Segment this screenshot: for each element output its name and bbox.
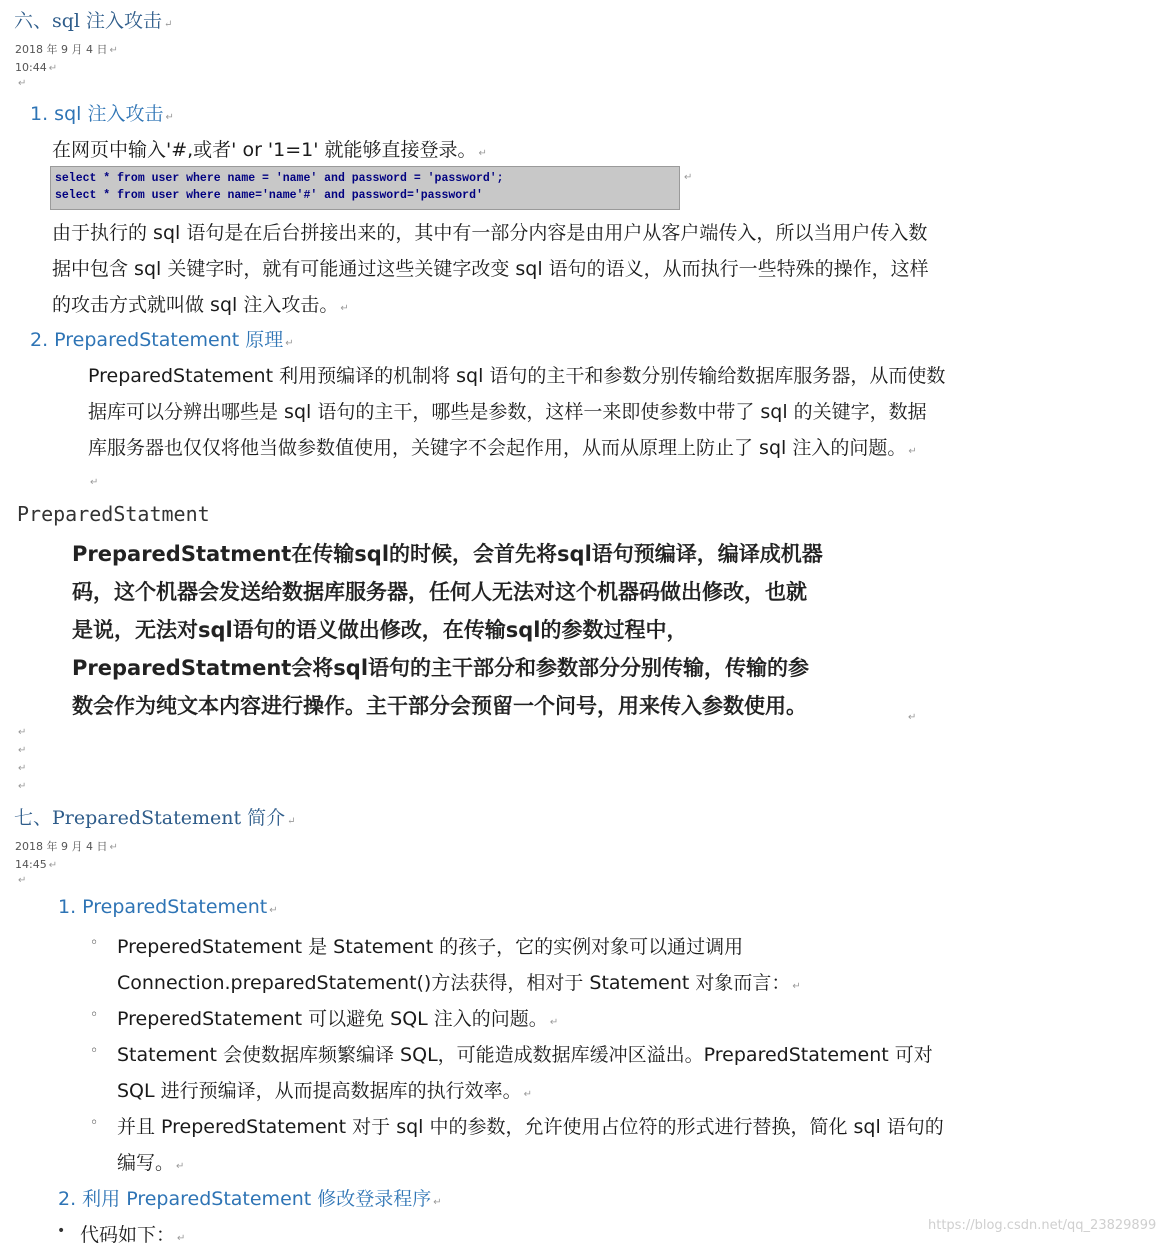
paragraph-mark: ↵: [18, 745, 27, 756]
item-2-para-line-3: 库服务器也仅仅将他当做参数值使用，关键字不会起作用，从而从原理上防止了 sql 注入的问题。 ↵: [88, 437, 917, 459]
statment-line-4: PreparedStatment会将sql语句的主干部分和参数部分分别传输，传输的参: [72, 656, 810, 680]
bullet-4-line-2: 编写。 ↵: [117, 1152, 185, 1174]
section-7-date: 2018 年 9 月 4 日 ↵: [15, 840, 118, 853]
code-line-1: select * from user where name = 'name' and password = 'password';: [55, 172, 504, 185]
paragraph-mark: ↵: [684, 172, 693, 183]
section-6-time: 10:44 ↵: [15, 61, 58, 74]
bullet-circle-icon: ◦: [90, 1115, 99, 1131]
paragraph-mark: ↵: [18, 78, 27, 89]
bullet-4-line-1: 并且 PreperedStatement 对于 sql 中的参数，允许使用占位符的形式进行替换，简化 sql 语句的: [117, 1116, 944, 1138]
statment-line-1: PreparedStatment在传输sql的时候，会首先将sql语句预编译，编译成机器: [72, 542, 823, 566]
paragraph-mark: ↵: [18, 875, 27, 886]
bullet-dot-icon: •: [57, 1223, 66, 1239]
paragraph-mark: ↵: [908, 712, 917, 723]
statment-line-2: 码，这个机器会发送给数据库服务器，任何人无法对这个机器码做出修改，也就: [72, 580, 807, 604]
sql-code-block: [50, 166, 680, 210]
paragraph-mark: ↵: [18, 781, 27, 792]
item-2-para-line-2: 据库可以分辨出哪些是 sql 语句的主干，哪些是参数，这样一来即使参数中带了 sql 的关键字，数据: [88, 401, 927, 423]
bullet-circle-icon: ◦: [90, 1007, 99, 1023]
bullet-circle-icon: ◦: [90, 1043, 99, 1059]
item-2-heading: 2. PreparedStatement 原理 ↵: [30, 329, 294, 351]
paragraph-mark: ↵: [164, 19, 173, 30]
bullet-3-line-2: SQL 进行预编译，从而提高数据库的执行效率。 ↵: [117, 1080, 533, 1102]
item-1-para-line-2: 据中包含 sql 关键字时，就有可能通过这些关键字改变 sql 语句的语义，从而执行一些特殊的操作，这样: [52, 258, 929, 280]
bullet-circle-icon: ◦: [90, 935, 99, 951]
item-1-para-line-1: 由于执行的 sql 语句是在后台拼接出来的，其中有一部分内容是由用户从客户端传入，所以当用户传入数: [52, 222, 928, 244]
section-6-date: 2018 年 9 月 4 日 ↵: [15, 43, 118, 56]
item-1-para-line-3: 的攻击方式就叫做 sql 注入攻击。 ↵: [52, 294, 349, 316]
section-7-time: 14:45 ↵: [15, 858, 58, 871]
item-2-para-line-1: PreparedStatement 利用预编译的机制将 sql 语句的主干和参数分别传输给数据库服务器，从而使数: [88, 365, 946, 387]
section-7-title: 七、PreparedStatement 简介 ↵: [14, 807, 296, 829]
paragraph-mark: ↵: [90, 477, 99, 488]
item-7-1-heading: 1. PreparedStatement ↵: [58, 896, 278, 918]
code-line-2: select * from user where name='name'#' and password='password': [55, 189, 483, 202]
section-6-title: 六、sql 注入攻击 ↵: [14, 10, 173, 32]
bullet-2-line-1: PreperedStatement 可以避免 SQL 注入的问题。 ↵: [117, 1008, 559, 1030]
paragraph-mark: ↵: [18, 727, 27, 738]
paragraph-mark: ↵: [18, 763, 27, 774]
preparedstatment-title: PreparedStatment: [17, 502, 210, 526]
item-7-2-heading: 2. 利用 PreparedStatement 修改登录程序 ↵: [58, 1188, 442, 1210]
item-1-heading: 1. sql 注入攻击 ↵: [30, 103, 174, 125]
bullet-code-label: 代码如下： ↵: [80, 1224, 186, 1246]
statment-line-5: 数会作为纯文本内容进行操作。主干部分会预留一个问号，用来传入参数使用。: [72, 694, 807, 718]
bullet-1-line-1: PreperedStatement 是 Statement 的孩子，它的实例对象可以通过调用: [117, 936, 744, 958]
bullet-3-line-1: Statement 会使数据库频繁编译 SQL，可能造成数据库缓冲区溢出。PreparedStatement 可对: [117, 1044, 933, 1066]
item-1-intro: 在网页中输入'#,或者' or '1=1' 就能够直接登录。 ↵: [52, 139, 487, 161]
bullet-1-line-2: Connection.preparedStatement()方法获得，相对于 Statement 对象而言： ↵: [117, 972, 801, 994]
watermark: https://blog.csdn.net/qq_23829899: [928, 1218, 1156, 1233]
statment-line-3: 是说，无法对sql语句的语义做出修改，在传输sql的参数过程中，: [72, 618, 688, 642]
